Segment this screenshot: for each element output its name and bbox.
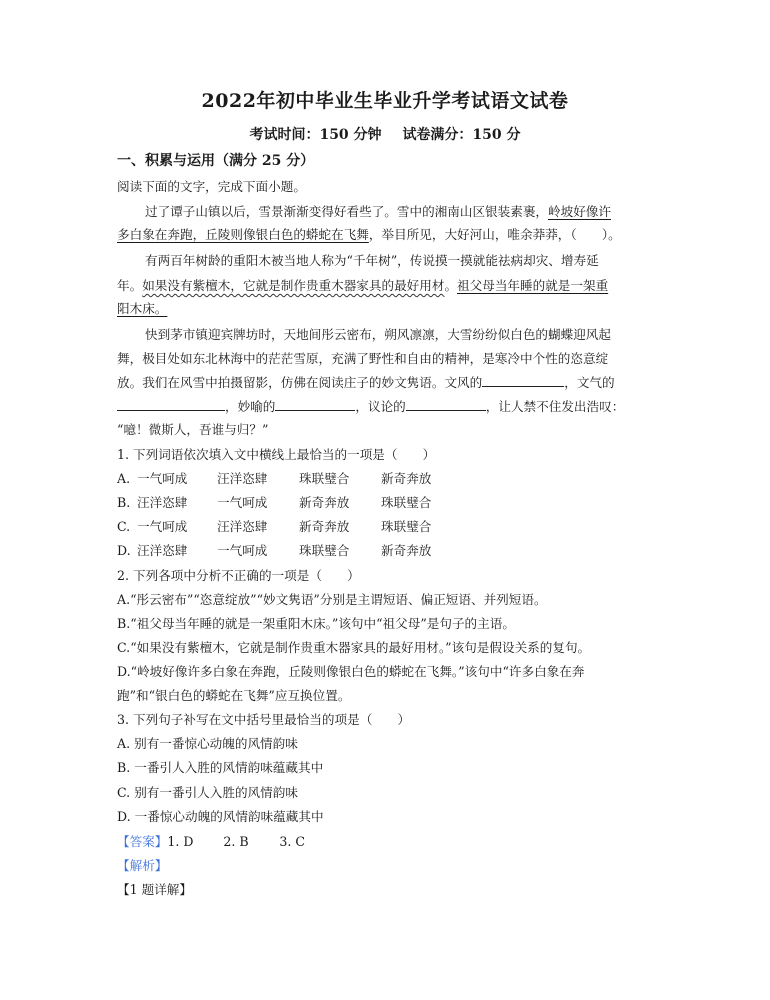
question-1-option-d[interactable] bbox=[117, 542, 431, 560]
option-letter: D. bbox=[117, 543, 131, 558]
passage-p3-line3 bbox=[117, 374, 615, 392]
option-item: 新奇奔放 bbox=[381, 543, 432, 558]
question-2-option-a[interactable]: A.“彤云密布”“恣意绽放”“妙文隽语”分别是主谓短语、偏正短语、并列短语。 bbox=[117, 592, 547, 607]
option-letter: C. bbox=[117, 519, 131, 534]
passage-p3-line4 bbox=[117, 398, 624, 416]
full-score: 试卷满分：150 分 bbox=[402, 127, 521, 143]
question-2-option-c[interactable]: C.“如果没有紫檀木，它就是制作贵重木器家具的最好用材。”该句是假设关系的复句。 bbox=[117, 640, 591, 655]
question-3-option-b[interactable]: B. 一番引人入胜的风情韵味蕴藏其中 bbox=[117, 760, 324, 775]
answer-line bbox=[117, 833, 305, 851]
fill-blank[interactable] bbox=[117, 398, 225, 411]
passage-p2-line3 bbox=[117, 300, 167, 318]
passage-text: 过了谭子山镇以后，雪景渐渐变得好看些了。雪中的湘南山区银装素裹， bbox=[145, 204, 548, 219]
question-1-option-a[interactable] bbox=[117, 470, 431, 488]
fill-blank[interactable] bbox=[406, 398, 486, 411]
passage-text: 年。 bbox=[117, 278, 143, 293]
passage-p3-line1: 快到茅市镇迎宾牌坊时，天地间彤云密布，朔风凛凛，大雪纷纷似白色的蝴蝶迎风起 bbox=[145, 327, 611, 342]
question-1-stem: 1. 下列词语依次填入文中横线上最恰当的一项是（ ） bbox=[117, 447, 436, 462]
passage-text: ，让人禁不住发出浩叹： bbox=[485, 399, 625, 414]
option-item: 新奇奔放 bbox=[299, 519, 350, 534]
question-3-stem: 3. 下列句子补写在文中括号里最恰当的项是（ ） bbox=[117, 712, 411, 727]
option-item: 一气呵成 bbox=[137, 471, 188, 486]
page-title: 2022年初中毕业生毕业升学考试语文试卷 bbox=[201, 90, 569, 112]
underlined-text: 祖父母当年睡的就是一架重 bbox=[457, 278, 609, 293]
exam-time: 考试时间：150 分钟 bbox=[249, 127, 382, 143]
option-letter: A. bbox=[117, 471, 131, 486]
option-item: 珠联璧合 bbox=[299, 543, 350, 558]
question-2-option-b[interactable]: B.“祖父母当年睡的就是一架重阳木床。”该句中“祖父母”是句子的主语。 bbox=[117, 616, 515, 631]
answer-value: 1. D bbox=[167, 834, 194, 849]
option-item: 汪洋恣肆 bbox=[217, 471, 268, 486]
option-item: 汪洋恣肆 bbox=[137, 495, 188, 510]
question-3-option-d[interactable]: D. 一番惊心动魄的风情韵味蕴藏其中 bbox=[117, 809, 324, 824]
passage-p2-line1: 有两百年树龄的重阳木被当地人称为“千年树”，传说摸一摸就能祛病却灾、增寿延 bbox=[145, 253, 599, 268]
answer-tag: 【答案】 bbox=[117, 834, 168, 849]
option-item: 珠联璧合 bbox=[299, 471, 350, 486]
instruction: 阅读下面的文字，完成下面小题。 bbox=[117, 179, 306, 194]
passage-p2-line2 bbox=[117, 277, 608, 295]
passage-text: ，妙喻的 bbox=[225, 399, 276, 414]
option-item: 新奇奔放 bbox=[381, 471, 432, 486]
question-3-option-c[interactable]: C. 别有一番引人入胜的风情韵味 bbox=[117, 785, 298, 800]
passage-p3-line5: “噫！微斯人，吾谁与归？” bbox=[117, 422, 269, 437]
exam-info bbox=[0, 124, 770, 144]
answer-value: 2. B bbox=[223, 834, 249, 849]
underlined-text: 岭坡好像许 bbox=[548, 204, 611, 219]
fill-blank[interactable] bbox=[482, 374, 564, 387]
passage-text: ，议论的 bbox=[355, 399, 406, 414]
analysis-detail: 【1 题详解】 bbox=[117, 882, 192, 897]
passage-p1-line2 bbox=[117, 226, 621, 244]
wavy-underlined-text: 如果没有紫檀木，它就是制作贵重木器家具的最好用材 bbox=[142, 278, 445, 293]
question-1-option-c[interactable] bbox=[117, 518, 431, 536]
passage-p1-line1 bbox=[145, 203, 611, 221]
option-item: 汪洋恣肆 bbox=[217, 519, 268, 534]
option-item: 珠联璧合 bbox=[381, 495, 432, 510]
passage-text: ，举目所见，大好河山，唯余莽莽，（ ）。 bbox=[368, 227, 621, 242]
section-heading: 一、积累与运用（满分 25 分） bbox=[117, 153, 315, 169]
passage-text: 放。我们在风雪中拍摄留影，仿佛在阅读庄子的妙文隽语。文风的 bbox=[117, 375, 483, 390]
answer-value: 3. C bbox=[279, 834, 306, 849]
question-3-option-a[interactable]: A. 别有一番惊心动魄的风情韵味 bbox=[117, 736, 298, 751]
question-1-option-b[interactable] bbox=[117, 494, 431, 512]
underlined-text: 多白象在奔跑，丘陵则像银白色的蟒蛇在飞舞 bbox=[117, 227, 369, 242]
option-item: 一气呵成 bbox=[137, 519, 188, 534]
question-2-stem: 2. 下列各项中分析不正确的一项是（ ） bbox=[117, 568, 360, 583]
fill-blank[interactable] bbox=[275, 398, 355, 411]
analysis-tag: 【解析】 bbox=[117, 858, 168, 873]
underlined-text: 阳木床。 bbox=[117, 301, 168, 316]
option-letter: B. bbox=[117, 495, 131, 510]
option-item: 汪洋恣肆 bbox=[137, 543, 188, 558]
question-2-option-d-cont: 跑”和“银白色的蟒蛇在飞舞”应互换位置。 bbox=[117, 688, 351, 703]
option-item: 一气呵成 bbox=[217, 495, 268, 510]
option-item: 珠联璧合 bbox=[381, 519, 432, 534]
passage-text: 。 bbox=[444, 278, 458, 293]
option-item: 新奇奔放 bbox=[299, 495, 350, 510]
passage-p3-line2: 舞，极目处如东北林海中的茫茫雪原，充满了野性和自由的精神，是寒冷中个性的恣意绽 bbox=[117, 351, 609, 366]
passage-text: ，文气的 bbox=[564, 375, 615, 390]
option-item: 一气呵成 bbox=[217, 543, 268, 558]
question-2-option-d[interactable]: D.“岭坡好像许多白象在奔跑，丘陵则像银白色的蟒蛇在飞舞。”该句中“许多白象在奔 bbox=[117, 664, 585, 679]
